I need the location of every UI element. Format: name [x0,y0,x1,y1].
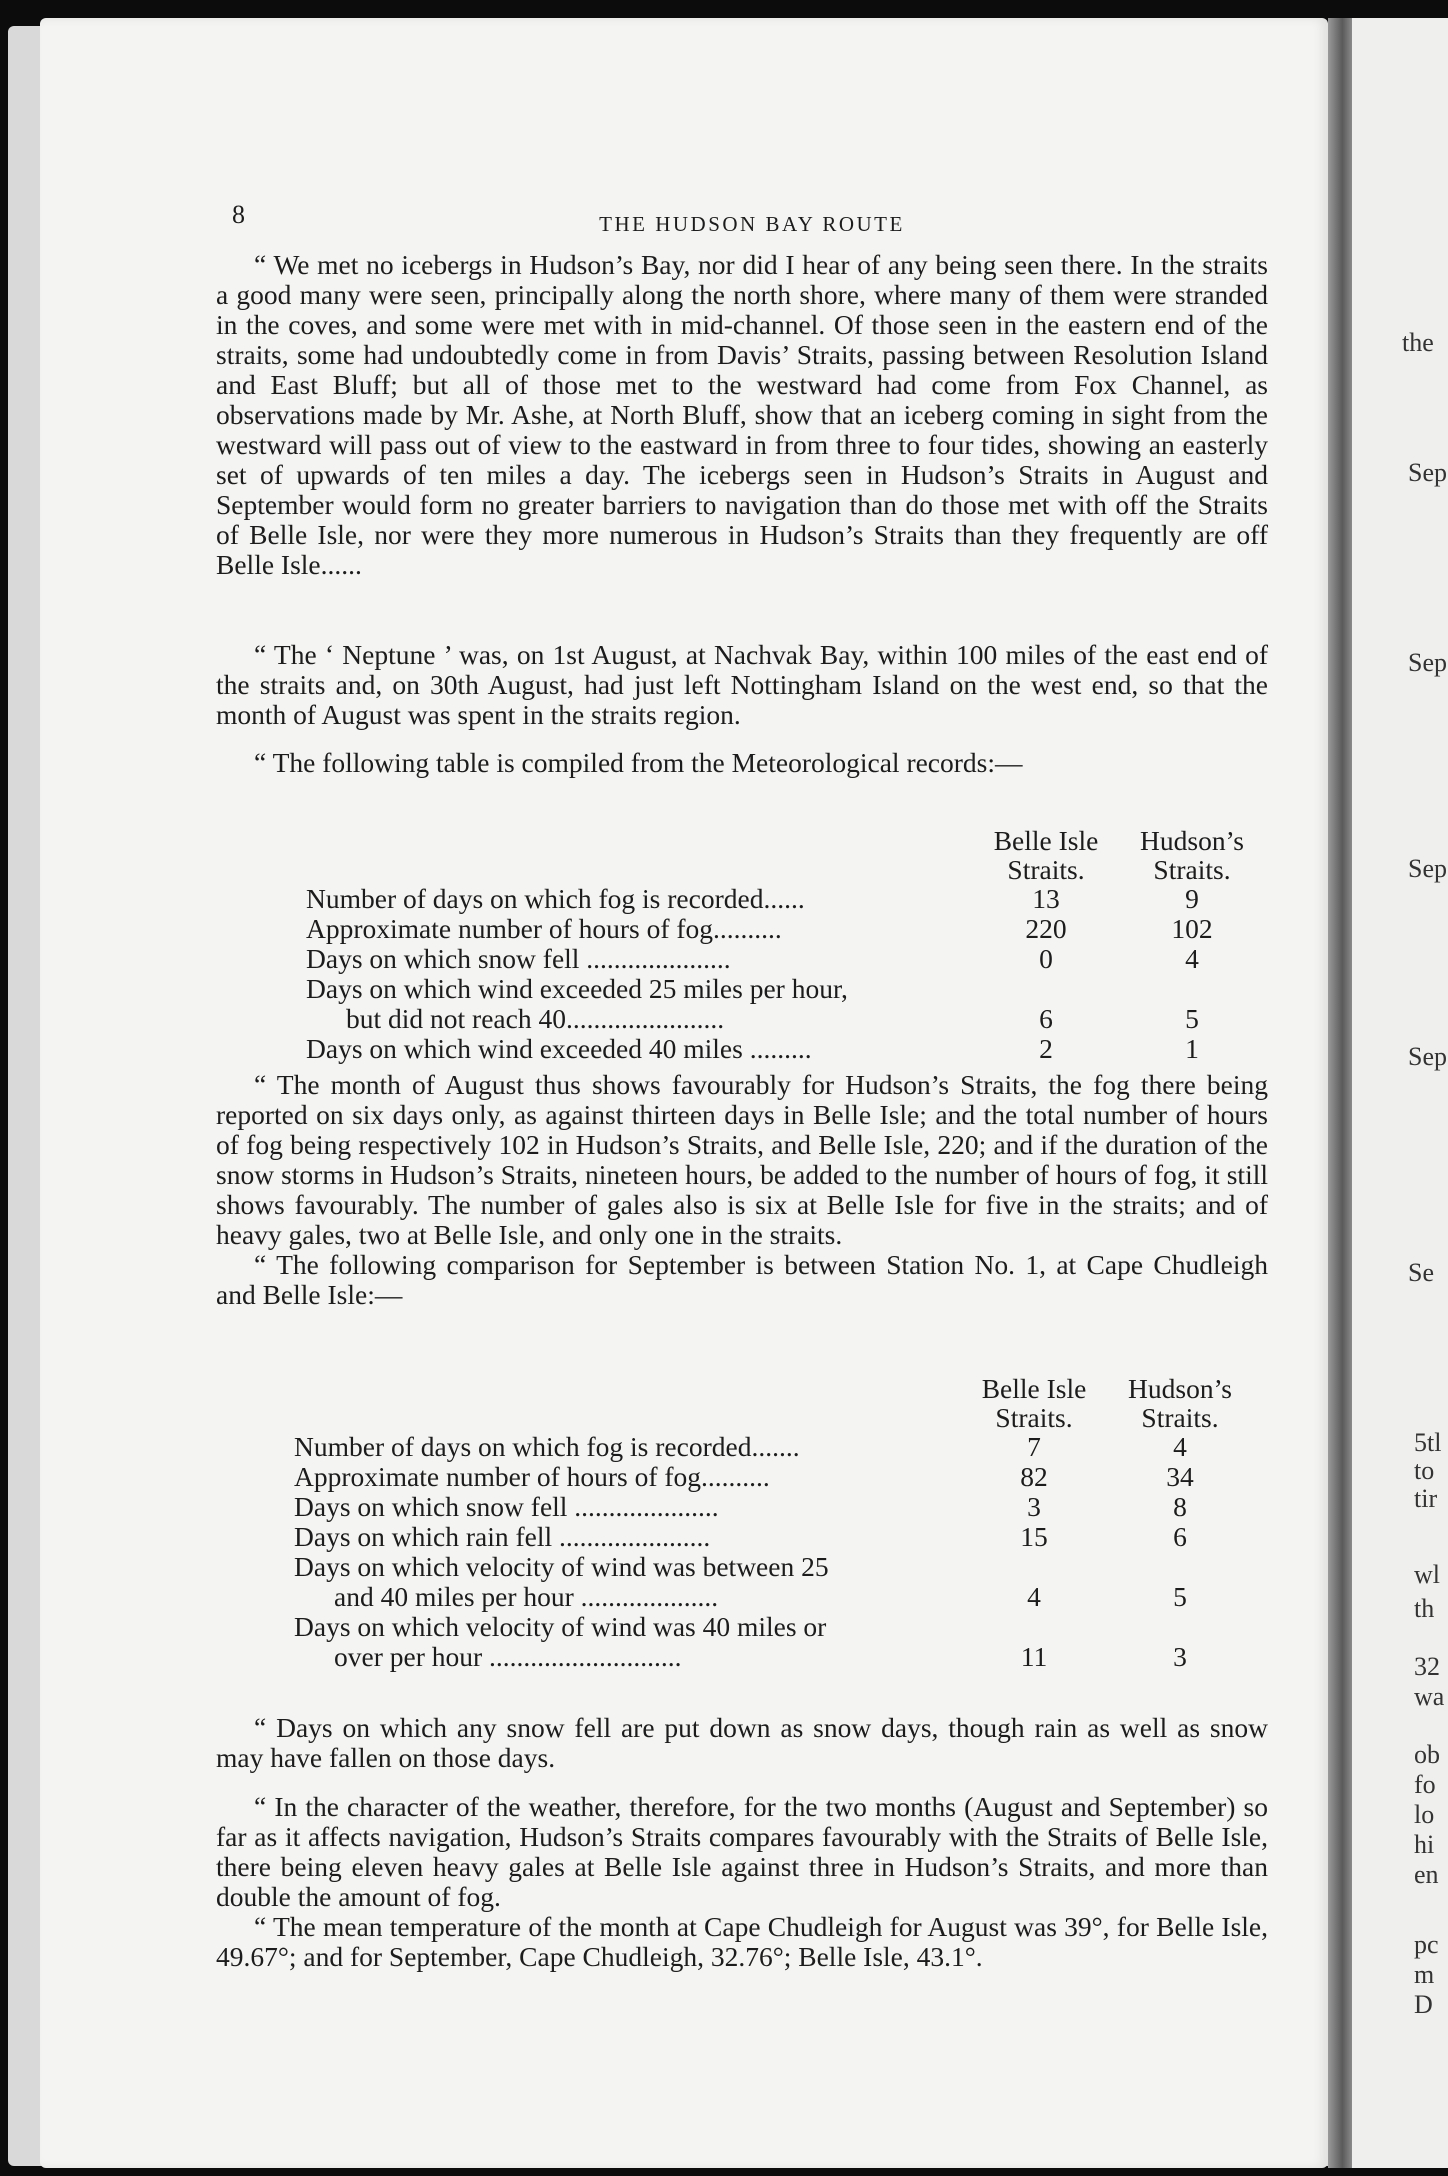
facing-text: Sep [1408,854,1447,883]
facing-text: 32 [1414,1652,1440,1681]
table-row [306,944,1274,974]
cell-hudsons: 9 [1185,883,1199,914]
table-row [294,1432,1262,1462]
facing-text: D [1414,1990,1433,2019]
paragraph-text: “ The following table is compiled from the Meteorological records:— [254,747,1023,778]
cell-hudsons: 1 [1185,1033,1199,1064]
facing-text: Sep [1408,458,1447,487]
table-row [306,1034,1274,1064]
cell-hudsons: 6 [1173,1521,1187,1552]
table-row [294,1612,1262,1642]
table-row [306,884,1274,914]
column-header-belle-isle: Belle Isle Straits. [981,1373,1087,1433]
row-label: Days on which wind exceeded 40 miles ......... [306,1033,812,1064]
row-label: Days on which velocity of wind was between 25 [294,1551,829,1582]
paragraph-text: “ The mean temperature of the month at Cape Chudleigh for August was 39°, for Belle Isle, 49.67°; and for September, Cape Chudleigh, 32.76°; Belle Isle, 43.1°. [216,1911,1268,1972]
facing-text: pc [1414,1930,1439,1959]
cell-belle-isle: 6 [1039,1003,1053,1034]
table-row [294,1492,1262,1522]
paragraph-text: “ The month of August thus shows favourably for Hudson’s Straits, the fog there being reported on six days only, as against thirteen days in Belle Isle; and the total number of hours of fog being respectively 102 in Hudson’s Straits, and Belle Isle, 220; and if the duration of the snow storms in Hudson’s Straits, nineteen hours, be added to the number of hours of fog, it still shows favourably. The number of gales also is six at Belle Isle for five in the straits; and of heavy gales, two at Belle Isle, and only one in the straits. [216,1069,1268,1250]
row-label: Days on which wind exceeded 25 miles per hour, [306,973,848,1004]
table-header-row [294,1374,1262,1432]
facing-text: tir [1414,1484,1438,1513]
facing-text: Se [1408,1258,1434,1287]
cell-belle-isle: 7 [1027,1431,1041,1462]
row-label: Days on which rain fell ...................... [294,1521,711,1552]
row-label: Approximate number of hours of fog.......... [294,1461,770,1492]
table-row [294,1642,1262,1672]
row-label: but did not reach 40....................... [346,1003,725,1034]
row-label: and 40 miles per hour .................... [334,1581,719,1612]
paragraph-text: “ We met no icebergs in Hudson’s Bay, nor did I hear of any being seen there. In the straits a good many were seen, principally along the north shore, where many of them were stranded in the coves, and some were met with in mid-channel. Of those seen in the eastern end of the straits, some had undoubtedly come in from Davis’ Straits, passing between Resolution Island and East Bluff; but all of those met to the westward had come from Fox Channel, as observations made by Mr. Ashe, at North Bluff, show that an iceberg coming in sight from the westward will pass out of view to the eastward in from three to four tides, showing an easterly set of upwards of ten miles a day. The icebergs seen in Hudson’s Straits in August and September would form no greater barriers to navigation than do those met with off the Straits of Belle Isle, nor were they more numerous in Hudson’s Straits than they frequently are off Belle Isle...... [216,249,1268,580]
facing-page [1352,18,1448,2168]
page-number: 8 [232,200,245,229]
cell-belle-isle: 0 [1039,943,1053,974]
cell-hudsons: 5 [1173,1581,1187,1612]
facing-text: lo [1414,1800,1435,1829]
cell-belle-isle: 82 [1020,1461,1048,1492]
facing-text: the [1402,328,1434,357]
row-label: Number of days on which fog is recorded....... [294,1431,800,1462]
column-header-hudsons: Hudson’s Straits. [1128,1373,1232,1433]
paragraph-conclusion [216,1792,1268,1972]
cell-belle-isle: 11 [1020,1641,1048,1672]
paragraph-august-summary [216,1070,1268,1310]
paragraph-icebergs [216,250,1268,580]
cell-belle-isle: 3 [1027,1491,1041,1522]
cell-hudsons: 5 [1185,1003,1199,1034]
row-label: Days on which snow fell ..................... [306,943,731,974]
paragraph-text: “ The following comparison for September is between Station No. 1, at Cape Chudleigh and Belle Isle:— [216,1249,1268,1310]
facing-text: Sep [1408,1042,1447,1071]
table-row [294,1552,1262,1582]
cell-belle-isle [970,1552,1098,1582]
row-label: over per hour ............................ [334,1641,682,1672]
table-row [306,1004,1274,1034]
paragraph-text: “ The ‘ Neptune ’ was, on 1st August, at Nachvak Bay, within 100 miles of the east end of the straits and, on 30th August, had just left Nottingham Island on the west end, so that the month of August was spent in the straits region. [216,639,1268,730]
september-weather-table [294,1374,1262,1672]
row-label: Number of days on which fog is recorded...... [306,883,805,914]
cell-belle-isle: 15 [1020,1521,1048,1552]
cell-hudsons: 8 [1173,1491,1187,1522]
facing-text: Sep [1408,648,1447,677]
table-row [294,1462,1262,1492]
cell-hudsons: 3 [1173,1641,1187,1672]
cell-hudsons: 34 [1166,1461,1194,1492]
paragraph-snow-note [216,1713,1268,1773]
cell-hudsons: 4 [1173,1431,1187,1462]
cell-hudsons [1098,1612,1262,1642]
facing-text: m [1414,1960,1435,1989]
table-row [306,914,1274,944]
row-label: Approximate number of hours of fog.......... [306,913,782,944]
table-row [306,974,1274,1004]
facing-text: to [1414,1456,1435,1485]
facing-text: wl [1414,1560,1440,1589]
paragraph-table-intro [216,748,1268,778]
table-row [294,1582,1262,1612]
column-header-belle-isle: Belle Isle Straits. [993,825,1099,885]
august-weather-table [306,826,1274,1064]
table-header-row [306,826,1274,884]
cell-belle-isle [982,974,1110,1004]
facing-text: hi [1414,1830,1435,1859]
cell-hudsons: 4 [1185,943,1199,974]
row-label: Days on which velocity of wind was 40 miles or [294,1611,827,1642]
running-title: THE HUDSON BAY ROUTE [599,212,905,236]
page-header [232,200,1272,240]
paragraph-text: “ Days on which any snow fell are put down as snow days, though rain as well as snow may have fallen on those days. [216,1712,1268,1773]
facing-text: en [1414,1860,1439,1889]
table-row [294,1522,1262,1552]
cell-hudsons: 102 [1171,913,1213,944]
paragraph-text: “ In the character of the weather, therefore, for the two months (August and September) so far as it affects navigation, Hudson’s Straits compares favourably with the Straits of Belle Isle, there being eleven heavy gales at Belle Isle against three in Hudson’s Straits, and more than double the amount of fog. [216,1791,1268,1912]
facing-text: 5tl [1414,1428,1442,1457]
facing-text: fo [1414,1770,1436,1799]
book-gutter [1328,18,1352,2168]
cell-belle-isle: 4 [1027,1581,1041,1612]
cell-belle-isle: 220 [1025,913,1067,944]
facing-text: wa [1414,1682,1445,1711]
cell-belle-isle: 2 [1039,1033,1053,1064]
facing-text: th [1414,1594,1435,1623]
row-label: Days on which snow fell ..................... [294,1491,719,1522]
paragraph-neptune [216,640,1268,730]
cell-belle-isle: 13 [1032,883,1060,914]
column-header-hudsons: Hudson’s Straits. [1140,825,1244,885]
cell-belle-isle [970,1612,1098,1642]
cell-hudsons [1110,974,1274,1004]
facing-text: ob [1414,1740,1440,1769]
cell-hudsons [1098,1552,1262,1582]
